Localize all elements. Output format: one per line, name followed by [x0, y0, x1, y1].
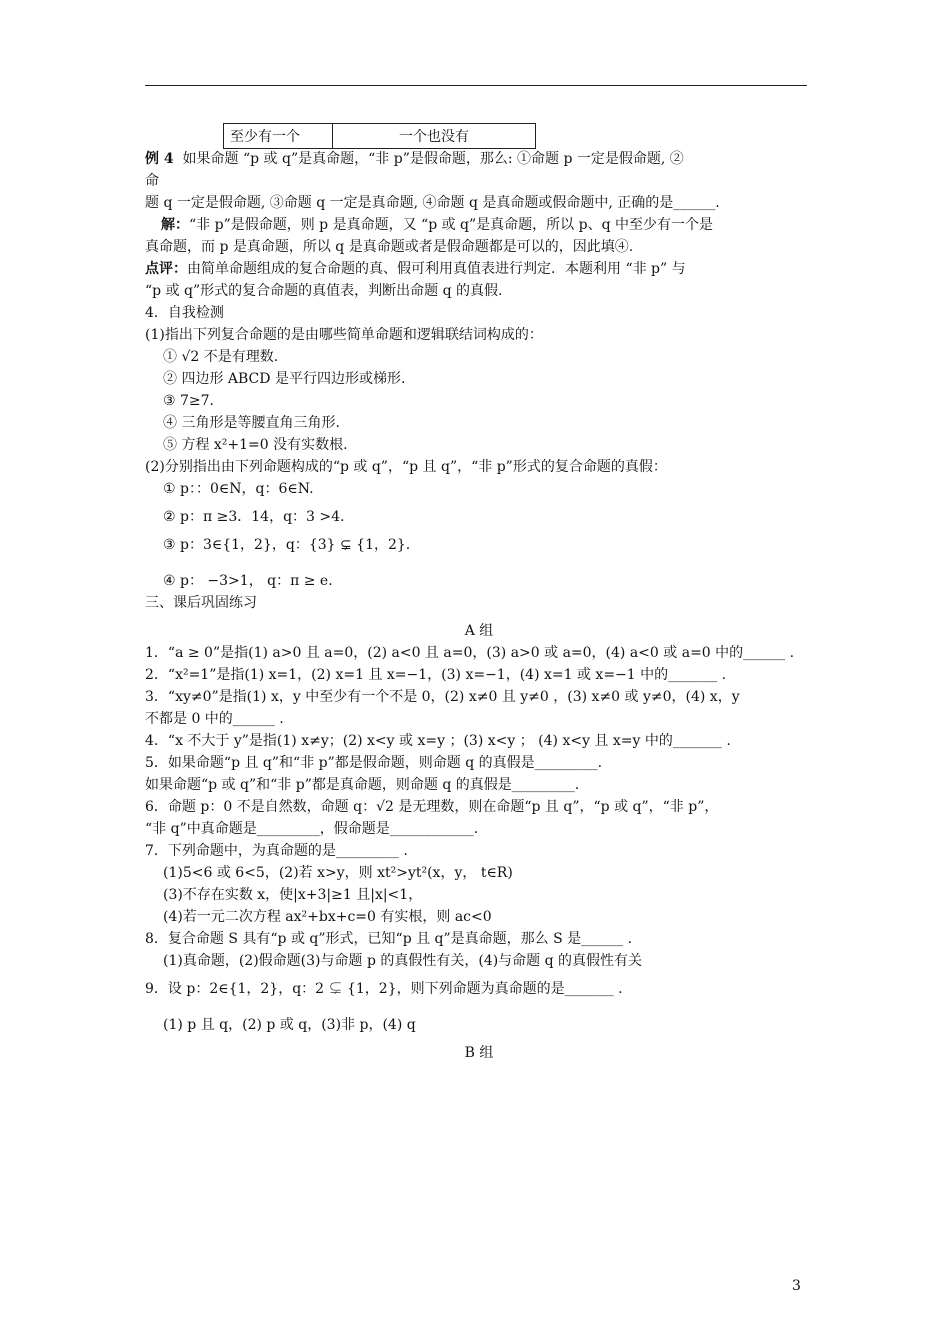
- comment-line2: “p 或 q”形式的复合命题的真值表，判断出命题 q 的真假.: [145, 283, 503, 299]
- example4-line1b: 命: [145, 173, 159, 189]
- exercise-line: 5．如果命题“p 且 q”和“非 p”都是假命题，则命题 q 的真假是_________.: [145, 755, 603, 771]
- table-cell: 至少有一个: [224, 124, 333, 149]
- comment-label: 点评：: [145, 261, 187, 277]
- example-label: 例 4: [145, 151, 174, 167]
- list-item: ② p：π ≥3．14，q：3 >4.: [163, 509, 345, 525]
- list-item: ③ 7≥7.: [163, 393, 214, 409]
- exercise-line: 3．“xy≠0”是指(1) x，y 中至少有一个不是 0，(2) x≠0 且 y≠0 ，(3) x≠0 或 y≠0，(4) x，y: [145, 689, 740, 705]
- list-item: ④ p： −3>1， q：π ≥ e.: [163, 573, 333, 589]
- example4-line2: 题 q 一定是假命题, ③命题 q 一定是真命题, ④命题 q 是真命题或假命题中, 正确的是______.: [145, 195, 720, 211]
- exercise-line: 6．命题 p：0 不是自然数，命题 q：√2 是无理数，则在命题“p 且 q”，“p 或 q”，“非 p”，: [145, 799, 719, 815]
- exercise-line: 9．设 p：2∈{1，2}，q：2 ⊊ {1，2}，则下列命题为真命题的是_______ .: [145, 981, 623, 997]
- table-cell: 一个也没有: [333, 124, 536, 149]
- list-item: ③ p：3∈{1，2}，q：{3} ⊊ {1，2}.: [163, 537, 411, 553]
- list-item: ② 四边形 ABCD 是平行四边形或梯形.: [163, 371, 406, 387]
- selfcheck-q2: (2)分别指出由下列命题构成的“p 或 q”，“p 且 q”，“非 p”形式的复合命题的真假：: [145, 459, 667, 475]
- group-b-heading: B 组: [464, 1045, 494, 1061]
- page-number: 3: [792, 1278, 801, 1294]
- table-row: [224, 124, 536, 149]
- comment-line1: 点评：由简单命题组成的复合命题的真、假可利用真值表进行判定．本题利用 “非 p” 与: [145, 261, 686, 277]
- exercise-line: 如果命题“p 或 q”和“非 p”都是真命题，则命题 q 的真假是_________.: [145, 777, 580, 793]
- list-item: ① p：：0∈N，q：6∈N.: [163, 481, 314, 497]
- exercise-line: 1．“a ≥ 0”是指(1) a>0 且 a=0，(2) a<0 且 a=0，(3) a>0 或 a=0，(4) a<0 或 a=0 中的______ .: [145, 645, 795, 661]
- group-a-heading: A 组: [464, 623, 494, 639]
- solution-label: 解：: [161, 217, 189, 233]
- solution-line1: 解：“非 p”是假命题，则 p 是真命题，又 “p 或 q”是真命题，所以 p、q 中至少有一个是: [161, 217, 714, 233]
- exercise-line: 不都是 0 中的______ .: [145, 711, 284, 727]
- exercise-line: 8．复合命题 S 具有“p 或 q”形式，已知“p 且 q”是真命题，那么 S 是______ .: [145, 931, 633, 947]
- exercise-line: 2．“x²=1”是指(1) x=1，(2) x=1 且 x=−1，(3) x=−1，(4) x=1 或 x=−1 中的_______ .: [145, 667, 727, 683]
- list-item: ⑤ 方程 x²+1=0 没有实数根.: [163, 437, 348, 453]
- selfcheck-q1: (1)指出下列复合命题的是由哪些简单命题和逻辑联结词构成的：: [145, 327, 543, 343]
- example4-line1: 例 4 如果命题 “p 或 q”是真命题，“非 p”是假命题，那么: ①命题 p 一定是假命题, ②: [145, 151, 684, 167]
- selfcheck-heading: 4．自我检测: [145, 305, 224, 321]
- list-item: (3)不存在实数 x，使|x+3|≥1 且|x|<1，: [163, 887, 423, 903]
- section3-heading: 三、课后巩固练习: [145, 595, 257, 611]
- quantifier-table: [223, 123, 536, 149]
- list-item: (1)5<6 或 6<5，(2)若 x>y，则 xt²>yt²(x，y， t∈R): [163, 865, 513, 881]
- list-item: ① √2 不是有理数.: [163, 349, 279, 365]
- exercise-line: 7．下列命题中，为真命题的是_________ .: [145, 843, 408, 859]
- header-rule: [145, 85, 807, 86]
- solution-line2: 真命题，而 p 是真命题，所以 q 是真命题或者是假命题都是可以的，因此填④.: [145, 239, 634, 255]
- list-item: (1)真命题，(2)假命题(3)与命题 p 的真假性有关，(4)与命题 q 的真假性有关: [163, 953, 643, 969]
- main-content: [145, 148, 813, 1064]
- exercise-line: 4．“x 不大于 y”是指(1) x≠y；(2) x<y 或 x=y ；(3) x<y ； (4) x<y 且 x=y 中的_______ .: [145, 733, 731, 749]
- list-item: (1) p 且 q，(2) p 或 q，(3)非 p，(4) q: [163, 1017, 416, 1033]
- exercise-line: “非 q”中真命题是_________，假命题是____________.: [145, 821, 479, 837]
- list-item: ④ 三角形是等腰直角三角形.: [163, 415, 340, 431]
- list-item: (4)若一元二次方程 ax²+bx+c=0 有实根，则 ac<0: [163, 909, 492, 925]
